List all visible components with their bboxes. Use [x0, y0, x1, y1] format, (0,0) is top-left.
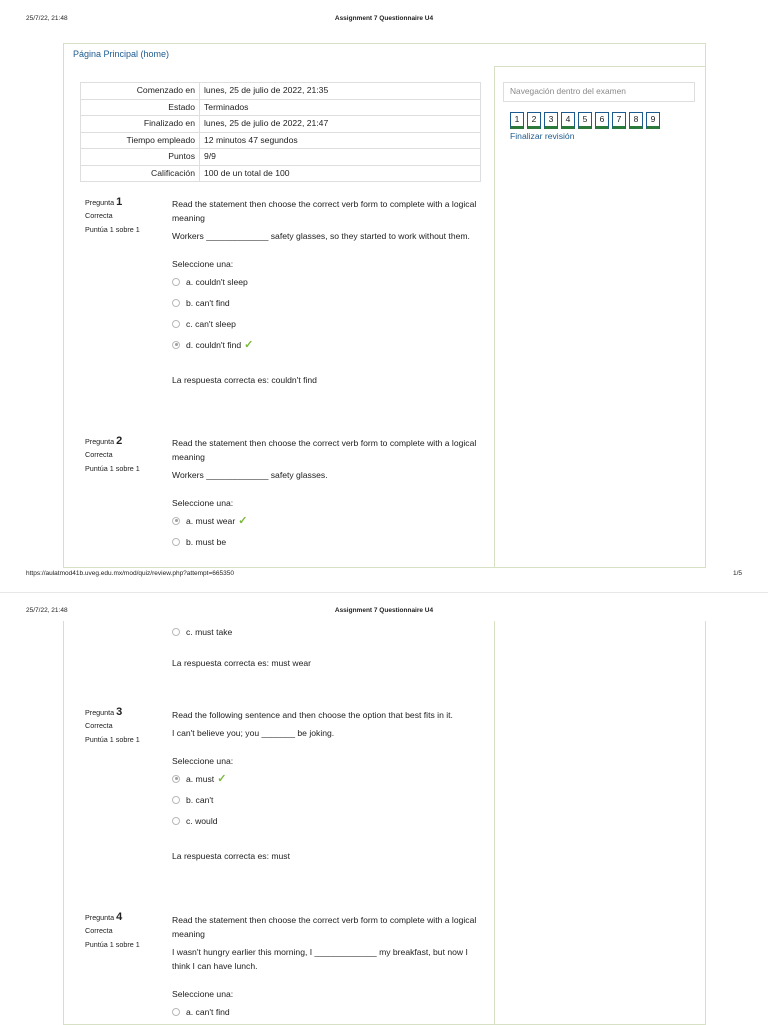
answer-option[interactable] [172, 334, 478, 355]
summary-row [81, 83, 481, 100]
summary-label: Estado [81, 99, 200, 116]
question-number: Pregunta 2 [85, 435, 123, 447]
radio-button[interactable] [172, 278, 180, 286]
main-content [64, 621, 494, 1024]
question-state: Correcta [85, 450, 113, 459]
summary-row [81, 149, 481, 166]
answer-option[interactable] [172, 531, 478, 552]
correct-answer-feedback: La respuesta correcta es: must [172, 851, 290, 861]
option-label: d. couldn't find [186, 339, 242, 350]
print-title: Assignment 7 Questionnaire U4 [334, 607, 434, 614]
question-text: Read the statement then choose the correct verb form to complete with a logical meaning [172, 915, 477, 939]
question-nav-button-9[interactable]: 9 [646, 112, 660, 129]
question-stem: Workers _____________ safety glasses. [172, 470, 328, 480]
summary-value: 9/9 [200, 149, 481, 166]
correct-check-icon: ✓ [244, 338, 254, 351]
home-link[interactable]: Página Principal (home) [73, 49, 170, 59]
question-grade: Puntúa 1 sobre 1 [85, 940, 140, 949]
question-number: Pregunta 3 [85, 706, 123, 718]
radio-button[interactable] [172, 341, 180, 349]
correct-check-icon: ✓ [238, 514, 248, 527]
correct-answer-feedback: La respuesta correcta es: couldn't find [172, 375, 317, 385]
correct-check-icon: ✓ [217, 772, 227, 785]
question-text: Read the following sentence and then choose the option that best fits in it. [172, 710, 453, 720]
answer-option[interactable] [172, 510, 478, 531]
sidebar [494, 621, 705, 1024]
radio-button[interactable] [172, 1008, 180, 1016]
option-label: a. must wear [186, 515, 236, 526]
radio-button[interactable] [172, 775, 180, 783]
print-date: 25/7/22, 21:48 [26, 607, 68, 614]
select-one-prompt: Seleccione una: [172, 259, 234, 269]
question-2-body [172, 436, 478, 552]
question-3-body [172, 708, 478, 863]
question-text: Read the statement then choose the correct verb form to complete with a logical meaning [172, 438, 477, 462]
question-nav-button-5[interactable]: 5 [578, 112, 592, 129]
question-stem: I wasn't hungry earlier this morning, I _____________ my breakfast, but now I think I can have lunch. [172, 947, 468, 971]
question-1-body [172, 197, 478, 387]
question-stem: Workers _____________ safety glasses, so they started to work without them. [172, 231, 470, 241]
correct-answer-feedback: La respuesta correcta es: must wear [172, 658, 311, 668]
option-label: b. can't [186, 794, 214, 805]
question-nav-button-2[interactable]: 2 [527, 112, 541, 129]
radio-button[interactable] [172, 299, 180, 307]
summary-value: 100 de un total de 100 [200, 165, 481, 182]
question-grade: Puntúa 1 sobre 1 [85, 735, 140, 744]
option-label: c. would [186, 815, 218, 826]
question-nav-button-1[interactable]: 1 [510, 112, 524, 129]
radio-button[interactable] [172, 538, 180, 546]
summary-value: Terminados [200, 99, 481, 116]
question-nav-button-6[interactable]: 6 [595, 112, 609, 129]
option-label: b. must be [186, 536, 227, 547]
answer-option[interactable] [172, 1001, 478, 1022]
sidebar [494, 66, 705, 567]
summary-label: Calificación [81, 165, 200, 182]
answer-options [172, 768, 478, 831]
answer-options [172, 271, 478, 355]
answer-options [172, 1001, 478, 1022]
print-header [0, 607, 768, 621]
option-label: b. can't find [186, 297, 230, 308]
select-one-prompt: Seleccione una: [172, 498, 234, 508]
question-3-info [85, 706, 165, 744]
question-nav-button-7[interactable]: 7 [612, 112, 626, 129]
answer-option[interactable] [172, 621, 478, 642]
answer-options [172, 510, 478, 552]
summary-value: lunes, 25 de julio de 2022, 21:35 [200, 83, 481, 100]
radio-button[interactable] [172, 320, 180, 328]
summary-label: Tiempo empleado [81, 132, 200, 149]
summary-row [81, 116, 481, 133]
main-content [64, 44, 494, 567]
finish-review-link[interactable]: Finalizar revisión [510, 131, 575, 141]
summary-row [81, 99, 481, 116]
summary-value: 12 minutos 47 segundos [200, 132, 481, 149]
select-one-prompt: Seleccione una: [172, 989, 234, 999]
summary-row [81, 132, 481, 149]
question-text: Read the statement then choose the correct verb form to complete with a logical meaning [172, 199, 477, 223]
question-2-info [85, 435, 165, 473]
summary-value: lunes, 25 de julio de 2022, 21:47 [200, 116, 481, 133]
print-date: 25/7/22, 21:48 [26, 15, 68, 22]
option-label: a. must [186, 773, 215, 784]
question-number: Pregunta 4 [85, 911, 123, 923]
question-state: Correcta [85, 211, 113, 220]
quiz-review-panel [63, 43, 706, 568]
radio-button[interactable] [172, 628, 180, 636]
answer-option[interactable] [172, 810, 478, 831]
question-4-info [85, 911, 165, 949]
page-separator [0, 592, 768, 593]
question-grade: Puntúa 1 sobre 1 [85, 464, 140, 473]
summary-row [81, 165, 481, 182]
option-label: c. can't sleep [186, 318, 236, 329]
print-header [0, 15, 768, 29]
option-label: c. must take [186, 626, 233, 637]
answer-option[interactable] [172, 292, 478, 313]
quiz-review-panel-continued [63, 621, 706, 1025]
option-label: a. can't find [186, 1006, 230, 1017]
answer-option[interactable] [172, 768, 478, 789]
question-grade: Puntúa 1 sobre 1 [85, 225, 140, 234]
print-title: Assignment 7 Questionnaire U4 [334, 15, 434, 22]
summary-label: Comenzado en [81, 83, 200, 100]
question-nav-button-3[interactable]: 3 [544, 112, 558, 129]
quiz-navigation-block [503, 82, 695, 141]
radio-button[interactable] [172, 796, 180, 804]
question-number: Pregunta 1 [85, 196, 123, 208]
question-nav-button-4[interactable]: 4 [561, 112, 575, 129]
question-stem: I can't believe you; you _______ be joking. [172, 728, 335, 738]
question-nav-button-8[interactable]: 8 [629, 112, 643, 129]
question-4-body [172, 913, 478, 1022]
question-state: Correcta [85, 926, 113, 935]
answer-options [172, 621, 478, 642]
print-url: https://aulatmod41b.uveg.edu.mx/mod/quiz/review.php?attempt=665350 [26, 570, 234, 577]
quiz-navigation-title: Navegación dentro del examen [503, 82, 695, 102]
question-state: Correcta [85, 721, 113, 730]
radio-button[interactable] [172, 817, 180, 825]
print-page-number: 1/5 [732, 570, 742, 577]
answer-option[interactable] [172, 271, 478, 292]
attempt-summary-table [80, 82, 481, 182]
radio-button[interactable] [172, 517, 180, 525]
answer-option[interactable] [172, 789, 478, 810]
select-one-prompt: Seleccione una: [172, 756, 234, 766]
summary-label: Finalizado en [81, 116, 200, 133]
summary-label: Puntos [81, 149, 200, 166]
option-label: a. couldn't sleep [186, 276, 248, 287]
answer-option[interactable] [172, 313, 478, 334]
question-1-info [85, 196, 165, 234]
question-nav-buttons [510, 112, 695, 129]
question-2-body-continued [172, 621, 478, 670]
